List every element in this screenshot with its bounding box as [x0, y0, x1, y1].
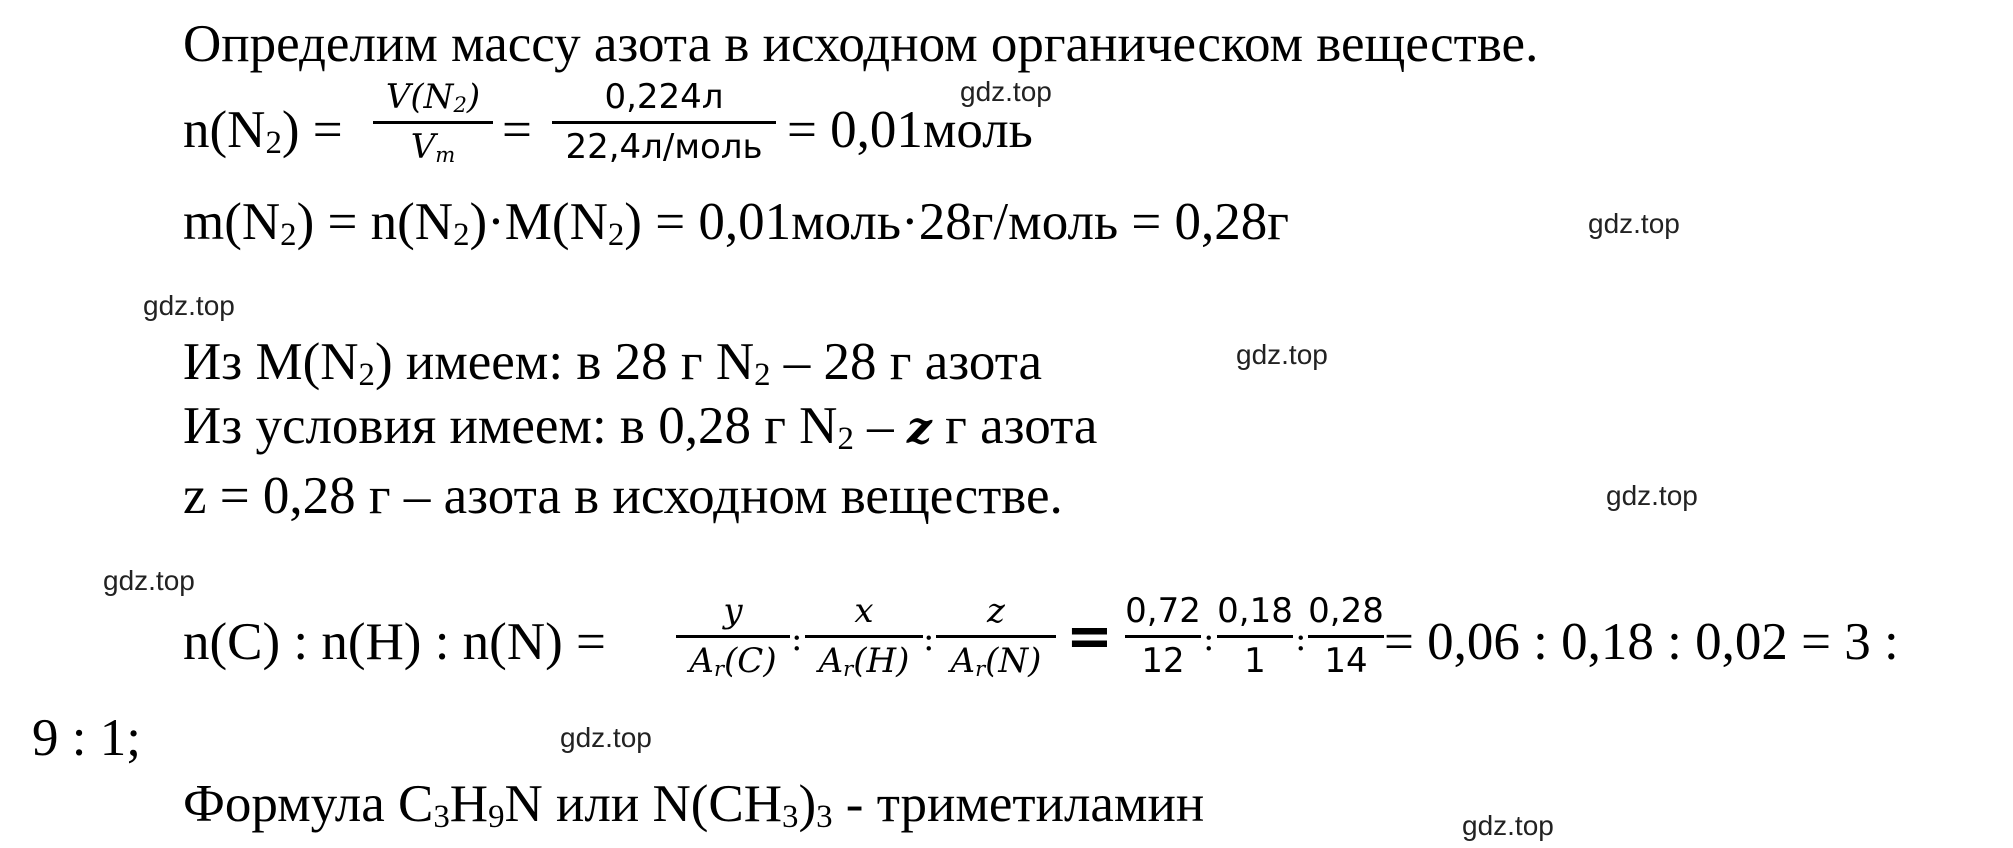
watermark: gdz.top — [1588, 208, 1680, 239]
fraction-bar — [805, 635, 923, 638]
watermark: gdz.top — [1606, 480, 1698, 511]
result-moles: = 0,01моль — [787, 101, 1033, 159]
ratio-result: = 0,06 : 0,18 : 0,02 = 3 : — [1384, 613, 1899, 671]
fraction-volume-over-molar-volume — [552, 78, 776, 167]
n-n2-b: ) = — [281, 101, 343, 159]
colon: : — [791, 619, 803, 659]
colon: : — [1203, 619, 1215, 659]
fraction-018-numerator: 0,18 — [1217, 591, 1293, 631]
colon: : — [923, 619, 935, 659]
equals-sign: = — [1066, 604, 1113, 669]
fraction-12-denominator: 12 — [1141, 641, 1185, 682]
fraction-ar-c-denominator: $A_r(C)$ — [689, 641, 777, 682]
fraction-072-over-12 — [1125, 592, 1201, 681]
fraction-v-numerator: $V(N_2)$ — [385, 77, 481, 117]
fraction-ar-h-denominator: $A_r(H)$ — [818, 641, 910, 682]
text-line-4: Из $M(N_2)$ имеем: в 28 г $N_2 - 28$ г азота — [183, 333, 1043, 393]
n-n2-sub: 2 — [265, 124, 282, 161]
fraction-z-over-ar-n — [936, 592, 1056, 681]
fraction-bar — [552, 121, 776, 124]
text-line-1 — [183, 15, 1539, 73]
fraction-x-numerator: x — [854, 591, 874, 631]
line-1-text: Определим массу азота в исходном органическом веществе. — [183, 15, 1539, 73]
text-line-5: Из условия имеем: в 0,28 г $N_2$ – z г азота — [183, 397, 1098, 457]
fraction-028-over-14 — [1308, 592, 1384, 681]
fraction-072-numerator: 0,72 — [1125, 591, 1201, 631]
watermark: gdz.top — [103, 565, 195, 596]
watermark: gdz.top — [143, 290, 235, 321]
text-line-9: Формула $C_3H_9N$ или $N(CH_3)_3$ - триметиламин — [183, 775, 1205, 835]
watermark: gdz.top — [560, 722, 652, 753]
fraction-x-over-ar-h — [805, 592, 923, 681]
fraction-bar — [373, 121, 493, 124]
fraction-vm-denominator: $V_m$ — [410, 127, 456, 168]
watermark: gdz.top — [960, 76, 1052, 107]
fraction-v-over-vm — [373, 78, 493, 167]
fraction-14-denominator: 14 — [1324, 641, 1368, 682]
text-line-6: z = 0,28 г – азота в исходном веществе. — [183, 467, 1063, 525]
fraction-z-numerator: z — [987, 591, 1005, 631]
fraction-bar — [1308, 635, 1384, 638]
ratio-lhs: n(C) : n(H) : n(N) = — [183, 613, 606, 671]
equals-sign: = — [502, 101, 532, 159]
fraction-1-denominator: 1 — [1244, 641, 1266, 682]
fraction-y-over-ar-c — [676, 592, 790, 681]
text-line-8: 9 : 1; — [32, 709, 141, 767]
fraction-bar — [936, 635, 1056, 638]
variable-z: z — [906, 403, 932, 454]
fraction-volume-numerator: 0,224л — [604, 77, 724, 117]
formula-n-n2-lhs — [183, 101, 343, 161]
fraction-y-numerator: y — [723, 591, 743, 631]
watermark: gdz.top — [1236, 339, 1328, 370]
colon: : — [1295, 619, 1307, 659]
n-n2-a: n(N — [183, 101, 266, 159]
fraction-bar — [1217, 635, 1293, 638]
text-line-3: $m(N_2) = n(N_2)\cdot M(N_2)$ = 0,01моль·28г/моль = 0,28г — [183, 193, 1289, 253]
fraction-028-numerator: 0,28 — [1308, 591, 1384, 631]
fraction-molar-volume-denominator: 22,4л/моль — [565, 127, 763, 168]
watermark: gdz.top — [1462, 810, 1554, 841]
fraction-ar-n-denominator: $A_r(N)$ — [950, 641, 1042, 682]
fraction-018-over-1 — [1217, 592, 1293, 681]
fraction-bar — [1125, 635, 1201, 638]
fraction-bar — [676, 635, 790, 638]
